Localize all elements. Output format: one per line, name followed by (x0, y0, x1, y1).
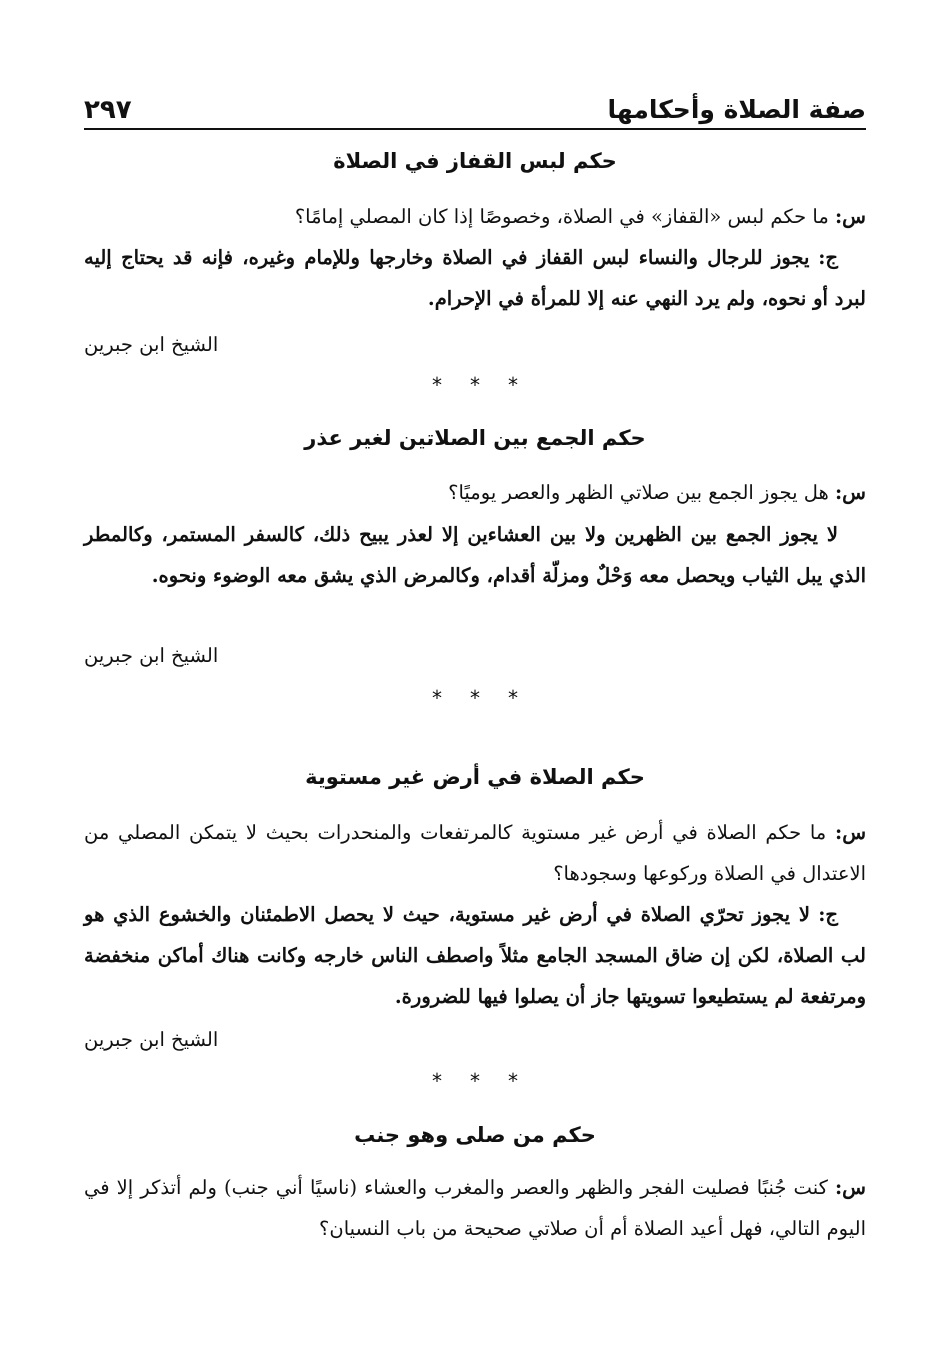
running-title: صفة الصلاة وأحكامها (607, 95, 866, 124)
separator-star: * (432, 686, 442, 710)
question-paragraph (84, 1167, 866, 1249)
section-heading: حكم الصلاة في أرض غير مستوية (305, 765, 645, 789)
section-heading: حكم لبس القفاز في الصلاة (333, 149, 617, 173)
question-paragraph (84, 812, 866, 894)
section-heading: حكم من صلى وهو جنب (354, 1123, 596, 1147)
separator-star: * (470, 686, 480, 710)
question-label: س: (835, 821, 867, 844)
question-label: س: (834, 205, 866, 228)
signature (84, 1025, 866, 1055)
question-text: ما حكم الصلاة في أرض غير مستوية كالمرتفعات والمنحدرات بحيث لا يتمكن المصلي من الاعتدال في الصلاة وركوعها وسجودها؟ (84, 821, 866, 885)
separator-star: * (508, 373, 518, 397)
header-rule (84, 128, 866, 130)
signature (84, 330, 866, 360)
question-paragraph (84, 472, 866, 513)
question-text: كنت جُنبًا فصليت الفجر والظهر والعصر والمغرب والعشاء (ناسيًا أني جنب) ولم أتذكر إلا في اليوم التالي، فهل أعيد الصلاة أم أن صلاتي صحيحة من باب النسيان؟ (84, 1176, 866, 1240)
section-separator (84, 686, 866, 710)
signature-text: الشيخ ابن جبرين (84, 644, 219, 667)
answer-text: لا يجوز الجمع بين الظهرين ولا بين العشاءين إلا لعذر يبيح ذلك، كالسفر المستمر، وكالمطر الذي يبل الثياب ويحصل معه وَحْلٌ ومزلّة أقدام، وكالمرض الذي يشق معه الوضوء ونحوه. (84, 523, 866, 587)
answer-text: يجوز للرجال والنساء لبس القفاز في الصلاة وخارجها وللإمام وغيره، فإنه قد يحتاج إليه لبرد أو نحوه، ولم يرد النهي عنه إلا للمرأة في الإحرام. (84, 246, 866, 310)
signature-text: الشيخ ابن جبرين (84, 1028, 219, 1051)
answer-paragraph (84, 514, 866, 596)
separator-star: * (470, 373, 480, 397)
section-separator (84, 373, 866, 397)
signature (84, 641, 866, 671)
page-number: ٢٩٧ (84, 95, 132, 125)
question-label: س: (834, 1176, 866, 1199)
section-separator (84, 1069, 866, 1093)
separator-star: * (508, 1069, 518, 1093)
answer-paragraph (84, 894, 866, 1017)
answer-paragraph (84, 237, 866, 319)
question-text: هل يجوز الجمع بين صلاتي الظهر والعصر يوميًا؟ (448, 481, 829, 504)
question-label: س: (834, 481, 866, 504)
question-text: ما حكم لبس «القفاز» في الصلاة، وخصوصًا إذا كان المصلي إمامًا؟ (294, 205, 829, 228)
answer-text: لا يجوز تحرّي الصلاة في أرض غير مستوية، حيث لا يحصل الاطمئنان والخشوع الذي هو لب الصلاة، لكن إن ضاق المسجد الجامع مثلاً واصطف الناس خارجه وكانت هناك أماكن منخفضة ومرتفعة لم يستطيعوا تسويتها جاز أن يصلوا فيها للضرورة. (84, 903, 866, 1008)
separator-star: * (508, 686, 518, 710)
section-heading: حكم الجمع بين الصلاتين لغير عذر (304, 426, 646, 450)
question-paragraph (84, 196, 866, 237)
separator-star: * (432, 1069, 442, 1093)
answer-label: ج: (818, 903, 838, 926)
answer-label: ج: (818, 246, 839, 269)
page-header (84, 78, 866, 126)
separator-star: * (470, 1069, 480, 1093)
signature-text: الشيخ ابن جبرين (84, 333, 219, 356)
separator-star: * (432, 373, 442, 397)
